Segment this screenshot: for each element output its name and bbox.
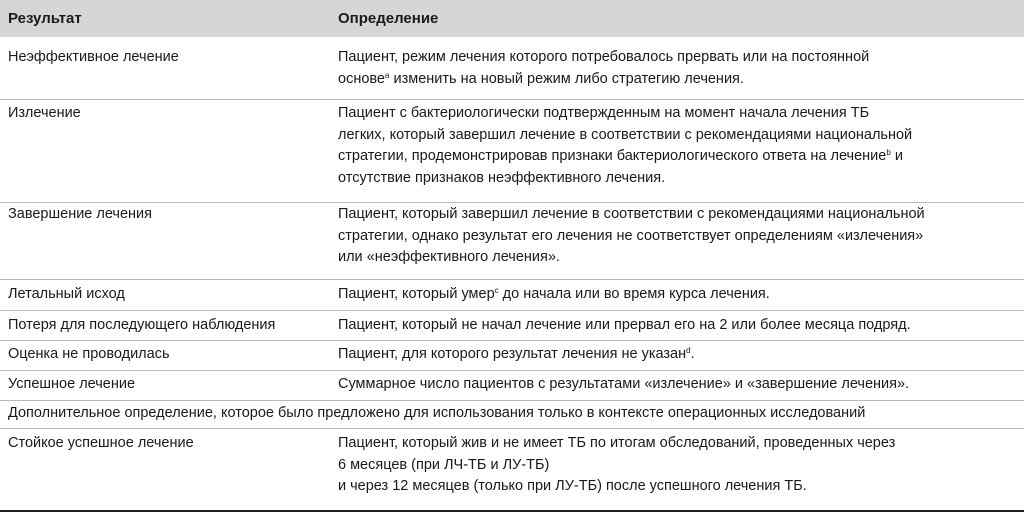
table-row: [0, 37, 1024, 100]
row-result: Завершение лечения: [8, 206, 153, 222]
table-row: [0, 100, 1024, 203]
row-definition: Пациент, который не начал лечение или прервал его на 2 или более месяца подряд.: [338, 317, 911, 333]
row-definition: Пациент, для которого результат лечения не указан$^d$.: [338, 346, 695, 362]
table-row: [0, 280, 1024, 311]
row-result: Неэффективное лечение: [8, 49, 179, 65]
table-row: [0, 203, 1024, 280]
table-row-span-note: [0, 401, 1024, 429]
row-result: Успешное лечение: [8, 376, 136, 392]
table-row: [0, 341, 1024, 371]
row-result: Потеря для последующего наблюдения: [8, 317, 276, 333]
footnote-marker: a: [385, 70, 390, 80]
table-row: [0, 429, 1024, 510]
row-result: Стойкое успешное лечение: [8, 435, 194, 451]
footnote-marker: d: [686, 346, 691, 355]
footnote-marker: c: [494, 286, 499, 295]
row-definition: Пациент, режим лечения которого потребовалось прервать или на постоянной основе$^a$ изменить на новый режим либо стратегию лечения.: [338, 49, 870, 87]
footnote-marker: b: [886, 148, 891, 157]
header-definition: Определение: [338, 10, 439, 27]
table-header: [0, 0, 1024, 37]
row-definition: Пациент, который умер$^c$ до начала или во время курса лечения.: [338, 286, 770, 302]
row-result: Летальный исход: [8, 286, 125, 302]
row-definition: Суммарное число пациентов с результатами «излечение» и «завершение лечения».: [338, 376, 910, 392]
table-row: [0, 371, 1024, 401]
additional-definition-note: Дополнительное определение, которое было предложено для использования только в контексте операционных исследований: [8, 405, 866, 421]
header-result: Результат: [8, 10, 82, 27]
row-definition: Пациент с бактериологически подтвержденным на момент начала лечения ТБ легких, который завершил лечение в соответствии с рекомендациями национальной стратегии, продемонстрировав признаки бактериологического ответа на лечение$^b$ и отсутствие признаков неэффективного лечения.: [338, 105, 913, 186]
row-definition: Пациент, который жив и не имеет ТБ по итогам обследований, проведенных через 6 месяцев (при ЛЧ-ТБ и ЛУ-ТБ) и через 12 месяцев (только при ЛУ-ТБ) после успешного лечения ТБ.: [338, 435, 896, 494]
row-result: Излечение: [8, 105, 81, 121]
row-definition: Пациент, который завершил лечение в соответствии с рекомендациями национальной стратегии, однако результат его лечения не соответствует определениям «излечения» или «неэффективного лечения».: [338, 206, 925, 265]
row-result: Оценка не проводилась: [8, 346, 170, 362]
table-row: [0, 311, 1024, 341]
